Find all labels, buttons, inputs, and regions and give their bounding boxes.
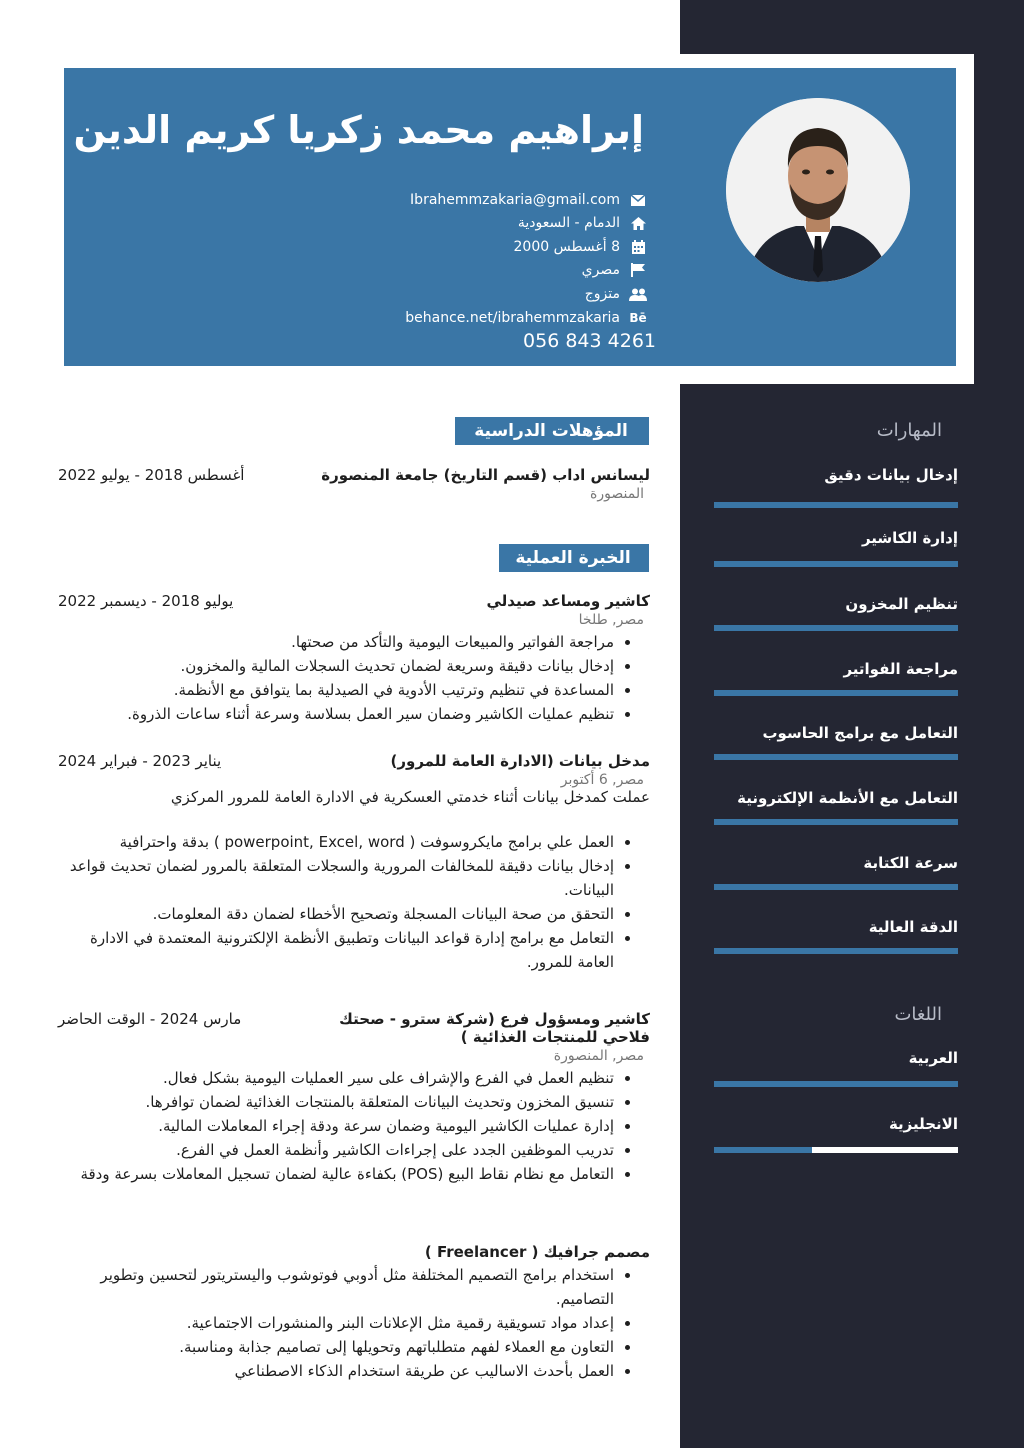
contact-marital-row xyxy=(585,283,648,305)
list-item: • مراجعة الفواتير والمبيعات اليومية والتأكد من صحتها. xyxy=(58,630,614,654)
users-icon xyxy=(628,288,648,301)
language-item xyxy=(714,1049,958,1087)
job-dates: يناير 2023 - فبراير 2024 xyxy=(58,752,222,770)
skill-item xyxy=(714,466,958,508)
skill-bar xyxy=(714,948,958,954)
behance-icon: Bē xyxy=(629,311,647,325)
contact-birthdate: 8 أغسطس 2000 xyxy=(513,239,620,255)
list-item: • التعامل مع نظام نقاط البيع (POS) بكفاءة عالية لضمان تسجيل المعاملات بسرعة ودقة xyxy=(58,1162,614,1186)
skills-section-title: المهارات xyxy=(876,420,942,441)
job-title: مصمم جرافيك ( Freelancer ) xyxy=(424,1243,650,1261)
language-item xyxy=(714,1115,958,1153)
job-location: مصر, 6 أكتوبر xyxy=(560,772,644,788)
skill-bar-fill xyxy=(714,754,958,760)
job-description: عملت كمدخل بيانات أثناء خدمتي العسكرية في الادارة العامة للمرور المركزي xyxy=(170,788,650,806)
skill-bar xyxy=(714,502,958,508)
contact-location-row xyxy=(518,212,648,234)
skill-label: التعامل مع الأنظمة الإلكترونية xyxy=(737,789,958,807)
education-dates: أغسطس 2018 - يوليو 2022 xyxy=(58,466,245,484)
skill-bar xyxy=(714,690,958,696)
skill-bar-fill xyxy=(714,819,958,825)
envelope-icon xyxy=(628,195,648,206)
skill-label: التعامل مع برامج الحاسوب xyxy=(762,724,958,742)
list-item: • تنظيم العمل في الفرع والإشراف على سير العمليات اليومية بشكل فعال. xyxy=(58,1066,614,1090)
job-entry xyxy=(58,592,650,726)
list-item: • التحقق من صحة البيانات المسجلة وتصحيح الأخطاء لضمان دقة المعلومات. xyxy=(58,902,614,926)
skill-bar-fill xyxy=(714,625,958,631)
language-label: العربية xyxy=(908,1049,958,1067)
list-item: • إدخال بيانات دقيقة وسريعة لضمان تحديث السجلات المالية والمخزون. xyxy=(58,654,614,678)
skill-item xyxy=(714,854,958,890)
job-title: كاشير ومسؤول فرع (شركة سترو - صحتك فلاحي للمنتجات الغذائية ) xyxy=(339,1010,650,1046)
list-item: • استخدام برامج التصميم المختلفة مثل أدوبي فوتوشوب واليستريتور لتحسين وتطوير التصاميم. xyxy=(58,1263,614,1311)
list-item: • إدخال بيانات دقيقة للمخالفات المرورية والسجلات المتعلقة بالمرور لضمان تحديث قواعد البيانات. xyxy=(58,854,614,902)
contact-nationality-row xyxy=(582,259,648,281)
skill-bar-fill xyxy=(714,502,958,508)
profile-photo-illustration xyxy=(726,98,910,282)
skill-label: إدارة الكاشير xyxy=(861,529,958,547)
skill-item xyxy=(714,918,958,954)
list-item: • المساعدة في تنظيم وترتيب الأدوية في الصيدلية بما يتوافق مع الأنظمة. xyxy=(58,678,614,702)
list-item: • العمل بأحدث الاساليب عن طريقة استخدام الذكاء الاصطناعي xyxy=(58,1359,614,1383)
job-bullets xyxy=(58,830,650,974)
job-location: مصر, طلخا xyxy=(578,612,644,628)
contact-phone: 056 843 4261 xyxy=(523,330,656,352)
skill-bar-fill xyxy=(714,948,958,954)
skill-bar-fill xyxy=(714,884,958,890)
job-title: مدخل بيانات (الادارة العامة للمرور) xyxy=(390,752,650,770)
contact-marital-status: متزوج xyxy=(584,286,620,302)
skill-bar xyxy=(714,819,958,825)
skill-item xyxy=(714,529,958,567)
list-item: • العمل علي برامج مايكروسوفت ( powerpoint, Excel, word ) بدقة واحترافية xyxy=(58,830,614,854)
contact-email: Ibrahemmzakaria@gmail.com xyxy=(410,192,620,208)
list-item: • تنظيم عمليات الكاشير وضمان سير العمل بسلاسة وسرعة أثناء ساعات الذروة. xyxy=(58,702,614,726)
list-item: • إعداد مواد تسويقية رقمية مثل الإعلانات البنر والمنشورات الاجتماعية. xyxy=(58,1311,614,1335)
contact-behance-row xyxy=(405,307,648,329)
education-location: المنصورة xyxy=(590,486,644,502)
skill-bar-fill xyxy=(714,561,958,567)
contact-behance-link[interactable]: behance.net/ibrahemmzakaria xyxy=(405,310,620,326)
contact-location: الدمام - السعودية xyxy=(517,215,620,231)
skill-bar xyxy=(714,625,958,631)
skill-item xyxy=(714,724,958,760)
job-bullets xyxy=(58,630,650,726)
profile-photo xyxy=(726,98,910,282)
skill-item xyxy=(714,789,958,825)
list-item: • تدريب الموظفين الجدد على إجراءات الكاشير وأنظمة العمل في الفرع. xyxy=(58,1138,614,1162)
skill-bar xyxy=(714,561,958,567)
skill-bar xyxy=(714,884,958,890)
job-location: مصر, المنصورة xyxy=(553,1048,644,1064)
job-entry xyxy=(58,752,650,974)
flag-icon xyxy=(628,263,648,277)
contact-nationality: مصري xyxy=(581,262,620,278)
job-title: كاشير ومساعد صيدلي xyxy=(486,592,650,610)
list-item: • التعامل مع برامج إدارة قواعد البيانات وتطبيق الأنظمة الإلكترونية المعتمدة في الادارة العامة للمرور. xyxy=(58,926,614,974)
skill-label: إدخال بيانات دقيق xyxy=(824,466,958,484)
job-entry xyxy=(58,1243,650,1383)
job-bullets xyxy=(58,1066,650,1186)
job-dates: يوليو 2018 - ديسمبر 2022 xyxy=(58,592,234,610)
job-entry xyxy=(58,1010,650,1186)
experience-section-title: الخبرة العملية xyxy=(494,544,647,572)
skill-label: تنظيم المخزون xyxy=(845,595,958,613)
languages-section-title: اللغات xyxy=(894,1004,942,1025)
candidate-name: إبراهيم محمد زكريا كريم الدين xyxy=(73,108,644,152)
list-item: • التعاون مع العملاء لفهم متطلباتهم وتحويلها إلى تصاميم جذابة ومناسبة. xyxy=(58,1335,614,1359)
language-bar-fill xyxy=(714,1081,958,1087)
contact-birthdate-row xyxy=(514,236,649,258)
skill-bar xyxy=(714,754,958,760)
language-bar xyxy=(714,1147,958,1153)
contact-email-row xyxy=(410,189,648,211)
skill-item xyxy=(714,660,958,696)
language-bar-fill xyxy=(714,1147,812,1153)
language-label: الانجليزية xyxy=(888,1115,958,1133)
skill-item xyxy=(714,595,958,631)
list-item: • إدارة عمليات الكاشير اليومية وضمان سرعة ودقة إجراء المعاملات المالية. xyxy=(58,1114,614,1138)
job-dates: مارس 2024 - الوقت الحاضر xyxy=(58,1010,242,1028)
education-entry xyxy=(58,466,650,502)
education-degree: ليسانس اداب (قسم التاريخ) جامعة المنصورة xyxy=(321,466,650,484)
calendar-icon xyxy=(628,240,648,254)
skill-bar-fill xyxy=(714,690,958,696)
home-icon xyxy=(628,217,648,230)
skill-label: الدقة العالية xyxy=(868,918,958,936)
list-item: • تنسيق المخزون وتحديث البيانات المتعلقة بالمنتجات الغذائية لضمان توافرها. xyxy=(58,1090,614,1114)
skill-label: سرعة الكتابة xyxy=(863,854,958,872)
job-bullets xyxy=(58,1263,650,1383)
skill-label: مراجعة الفواتير xyxy=(843,660,958,678)
language-bar xyxy=(714,1081,958,1087)
education-section-title: المؤهلات الدراسية xyxy=(450,417,647,445)
